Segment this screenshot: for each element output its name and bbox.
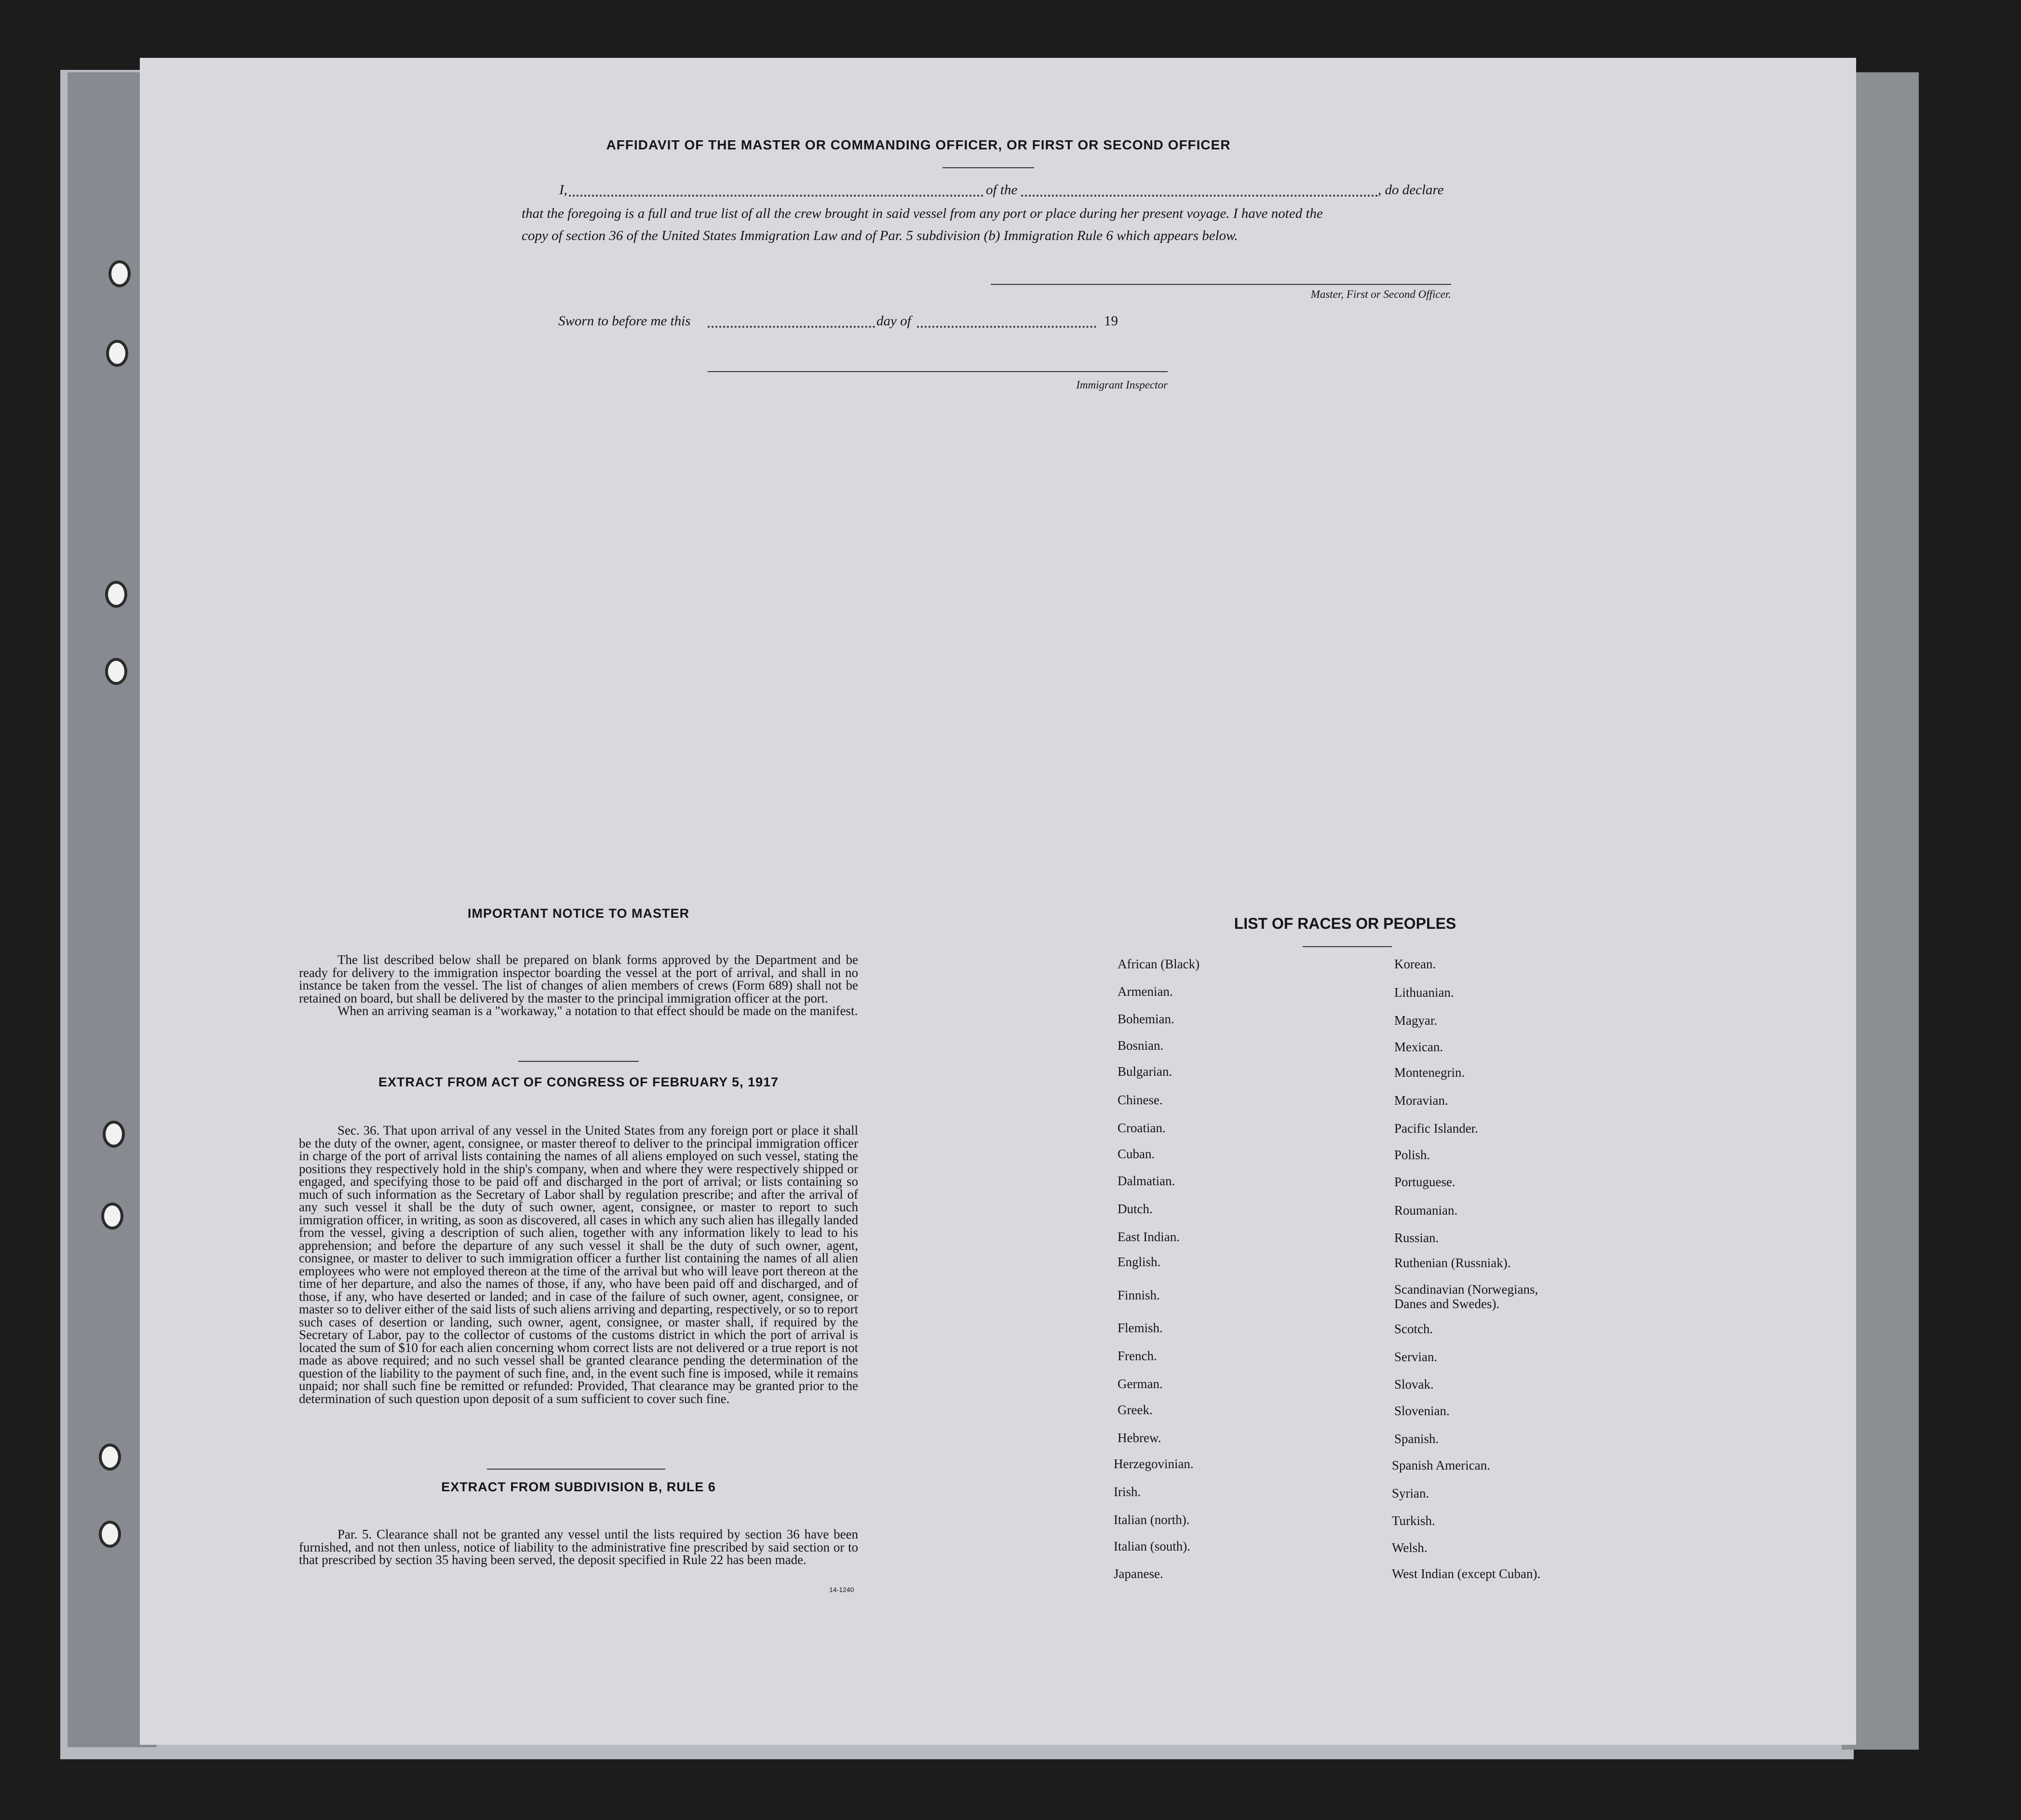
race-item: Ruthenian (Russniak). bbox=[1394, 1256, 1511, 1270]
inspector-signature-line[interactable] bbox=[708, 371, 1168, 372]
race-item: Hebrew. bbox=[1118, 1431, 1161, 1445]
binder-hole-icon bbox=[105, 581, 127, 608]
race-item: West Indian (except Cuban). bbox=[1392, 1566, 1541, 1581]
race-item: Slovenian. bbox=[1394, 1404, 1450, 1418]
race-item: Roumanian. bbox=[1394, 1203, 1458, 1218]
race-item: Chinese. bbox=[1118, 1093, 1163, 1107]
race-item: Bohemian. bbox=[1118, 1012, 1174, 1026]
binder-hole-icon bbox=[106, 340, 128, 367]
races-divider bbox=[1303, 946, 1392, 947]
binder-hole-icon bbox=[108, 260, 131, 287]
act-extract-paragraph: Sec. 36. That upon arrival of any vessel in the United States from any foreign port or place it shall be the duty of the owner, agent, consignee, or master thereof to deliver to the principal immigration officer in charge of the port of arrival lists containing the names of all aliens employed on such vessel, stating the positions they respectively hold in the ship's company, when and where they were respectively shipped or engaged, and specifying those to be paid off and discharged in the port of arrival; or lists containing so much of such information as the Secretary of Labor shall by regulation prescribe; and after the arrival of any such vessel it shall be the duty of such owner, agent, consignee, or master to report to such immigration officer, in writing, as soon as discovered, all cases in which any such alien has illegally landed from the vessel, giving a description of such alien, together with any information likely to lead to his apprehension; and before the departure of any such vessel it shall be the duty of such owner, agent, consignee, or master to deliver to such immigration officer a further list containing the names of all alien employees who were not employed thereon at the time of the arrival but who will leave port thereon at the time of her departure, and also the names of those, if any, who have been paid off and discharged, and of those, if any, who have deserted or landed; and in case of the failure of such owner, agent, consignee, or master so to deliver either of the said lists of such aliens arriving and departing, respectively, or so to report such cases of desertion or landing, such owner, agent, consignee, or master shall, if required by the Secretary of Labor, pay to the collector of customs of the customs district in which the port of arrival is located the sum of $10 for each alien concerning whom correct lists are not delivered or a true report is not made as above required; and no such vessel shall be granted clearance pending the determination of the question of the liability to the payment of such fine, and, in the event such fine is imposed, while it remains unpaid; nor shall such fine be remitted or refunded: Provided, That clearance may be granted prior to the determination of such question upon deposit of a sum sufficient to cover such fine. bbox=[299, 1123, 858, 1406]
race-item: Croatian. bbox=[1118, 1121, 1166, 1135]
act-extract-body bbox=[299, 1124, 858, 1405]
race-item: Welsh. bbox=[1392, 1540, 1428, 1555]
sworn-month-field[interactable] bbox=[917, 326, 1096, 328]
race-item: Spanish American. bbox=[1392, 1458, 1490, 1472]
race-item: Russian. bbox=[1394, 1231, 1439, 1245]
form-number: 14-1240 bbox=[829, 1586, 854, 1593]
binder-hole-icon bbox=[105, 658, 127, 685]
race-item: East Indian. bbox=[1118, 1230, 1180, 1244]
race-item: Pacific Islander. bbox=[1394, 1121, 1478, 1136]
affidavit-line-2: that the foregoing is a full and true list of all the crew brought in said vessel from any port or place during her present voyage. I have noted the bbox=[522, 206, 1323, 221]
race-item: Mexican. bbox=[1394, 1040, 1443, 1054]
day-of-label: day of bbox=[876, 313, 911, 329]
race-item: Turkish. bbox=[1392, 1513, 1435, 1528]
rule-extract-title: EXTRACT FROM SUBDIVISION B, RULE 6 bbox=[441, 1480, 716, 1494]
race-item: Greek. bbox=[1118, 1403, 1153, 1417]
rule-extract-body bbox=[299, 1528, 858, 1566]
declarant-label: I, bbox=[559, 182, 567, 198]
race-item: Finnish. bbox=[1118, 1288, 1160, 1302]
race-item: Syrian. bbox=[1392, 1486, 1429, 1500]
race-item: Herzegovinian. bbox=[1114, 1457, 1194, 1471]
binder-hole-icon bbox=[99, 1444, 121, 1471]
race-item: Portuguese. bbox=[1394, 1175, 1455, 1189]
title-divider bbox=[943, 167, 1034, 168]
master-signature-line[interactable] bbox=[991, 284, 1451, 285]
race-item: Scotch. bbox=[1394, 1322, 1433, 1336]
race-item: Servian. bbox=[1394, 1350, 1438, 1364]
race-item: English. bbox=[1118, 1255, 1161, 1269]
race-item: Scandinavian (Norwegians, Danes and Swedes). bbox=[1394, 1282, 1538, 1311]
master-signature-caption: Master, First or Second Officer. bbox=[1310, 288, 1451, 300]
race-item: Cuban. bbox=[1118, 1147, 1155, 1161]
year-label: 19 bbox=[1104, 313, 1118, 329]
race-item: Magyar. bbox=[1394, 1013, 1438, 1028]
notice-body bbox=[299, 953, 858, 1017]
race-item: Dalmatian. bbox=[1118, 1174, 1175, 1188]
binder-hole-icon bbox=[99, 1521, 121, 1548]
sworn-day-field[interactable] bbox=[708, 326, 875, 328]
vessel-name-field[interactable] bbox=[1021, 195, 1378, 197]
act-extract-title: EXTRACT FROM ACT OF CONGRESS OF FEBRUARY 5, 1917 bbox=[378, 1075, 779, 1089]
inspector-caption: Immigrant Inspector bbox=[1076, 379, 1168, 391]
race-item: Moravian. bbox=[1394, 1093, 1448, 1108]
race-item: Polish. bbox=[1394, 1148, 1430, 1162]
race-item: Irish. bbox=[1114, 1485, 1141, 1499]
of-the-label: of the bbox=[986, 182, 1018, 198]
race-item: Lithuanian. bbox=[1394, 985, 1454, 1000]
race-item: African (Black) bbox=[1118, 957, 1200, 971]
affidavit-line-3: copy of section 36 of the United States Immigration Law and of Par. 5 subdivision (b) Immigration Rule 6 which appears below. bbox=[522, 228, 1238, 243]
race-item: Italian (south). bbox=[1114, 1539, 1190, 1553]
race-item: Armenian. bbox=[1118, 984, 1173, 999]
affidavit-title: AFFIDAVIT OF THE MASTER OR COMMANDING OFFICER, OR FIRST OR SECOND OFFICER bbox=[606, 137, 1231, 152]
race-item: Montenegrin. bbox=[1394, 1065, 1465, 1080]
race-item: German. bbox=[1118, 1377, 1163, 1391]
race-item: Spanish. bbox=[1394, 1432, 1439, 1446]
rule-extract-paragraph: Par. 5. Clearance shall not be granted any vessel until the lists required by section 36 have been furnished, and not then unless, notice of liability to the administrative fine prescribed by said section or to that prescribed by section 35 having been served, the deposit specified in Rule 22 has been made. bbox=[299, 1527, 858, 1567]
declarant-name-field[interactable] bbox=[569, 195, 984, 197]
races-title: LIST OF RACES OR PEOPLES bbox=[1234, 915, 1456, 932]
section-divider bbox=[518, 1061, 639, 1062]
section-divider bbox=[487, 1469, 665, 1470]
binder-hole-icon bbox=[101, 1203, 123, 1230]
notice-paragraph: The list described below shall be prepared on blank forms approved by the Department and be ready for delivery to the immigration inspector boarding the vessel at the port of arrival, and shall in no instance be taken from the vessel. The list of changes of alien members of crews (Form 689) shall not be retained on board, but shall be delivered by the master to the principal immigration officer at the port. bbox=[299, 952, 858, 1005]
race-item: Slovak. bbox=[1394, 1377, 1434, 1392]
race-item: Italian (north). bbox=[1114, 1512, 1190, 1527]
race-item: Bosnian. bbox=[1118, 1038, 1164, 1053]
notice-paragraph: When an arriving seaman is a "workaway," a notation to that effect should be made on the manifest. bbox=[337, 1004, 858, 1018]
race-item: Japanese. bbox=[1114, 1566, 1163, 1581]
race-item: French. bbox=[1118, 1349, 1157, 1363]
race-item: Flemish. bbox=[1118, 1321, 1163, 1335]
notice-title: IMPORTANT NOTICE TO MASTER bbox=[468, 906, 689, 921]
declare-label: , do declare bbox=[1378, 182, 1444, 198]
sworn-label: Sworn to before me this bbox=[558, 313, 691, 329]
binder-hole-icon bbox=[103, 1121, 125, 1148]
race-item: Korean. bbox=[1394, 957, 1436, 971]
race-item: Dutch. bbox=[1118, 1202, 1153, 1216]
race-item: Bulgarian. bbox=[1118, 1064, 1172, 1079]
